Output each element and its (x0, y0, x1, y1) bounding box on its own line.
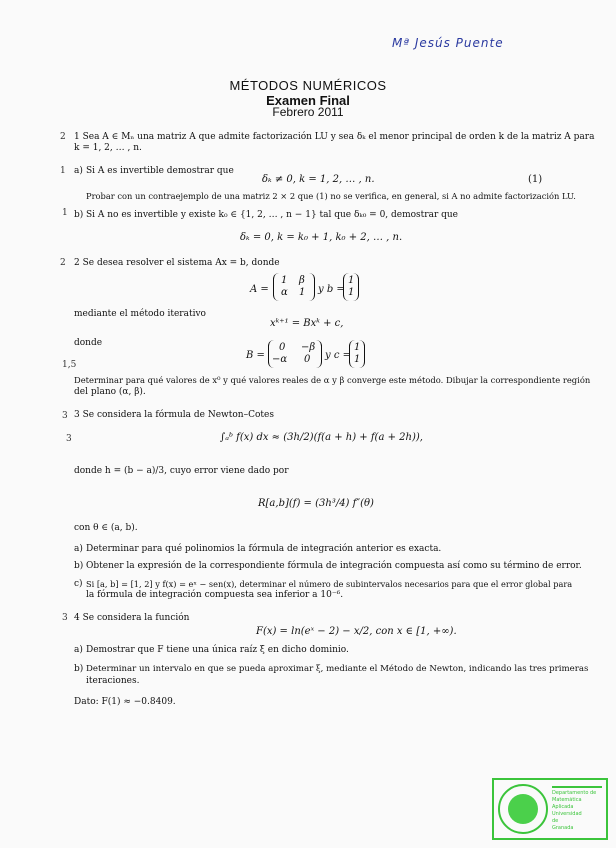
margin-mark: 2 (60, 258, 66, 268)
margin-mark: 1,5 (62, 360, 77, 370)
problem-2-vector-c (349, 340, 365, 368)
handwritten-author-note: Mª Jesús Puente (392, 36, 504, 50)
matrix-entry: β (299, 275, 305, 286)
problem-4-eq1: F(x) = ln(eˣ − 2) − x/2, con x ∈ [1, +∞). (256, 626, 457, 637)
problem-2-eq3-mid: y c = (325, 350, 351, 361)
problem-4-lead: 4 Se considera la función (74, 613, 190, 623)
university-stamp (492, 778, 608, 840)
problem-2-eq1-lhs: A = (250, 284, 269, 295)
stamp-text: Matemática (552, 797, 582, 803)
problem-2-text-2: mediante el método iterativo (74, 309, 206, 319)
exam-subtitle: Examen Final (266, 93, 350, 108)
problem-3c-label: c) (74, 579, 83, 589)
matrix-entry: −α (272, 354, 288, 365)
problem-3c-text: Si [a, b] = [1, 2] y f(x) = eˣ − sen(x), determinar el número de subintervalos necesarios para que el error global para (86, 579, 573, 589)
problem-3a-label: a) (74, 544, 83, 554)
problem-2-lead: 2 Se desea resolver el sistema Ax = b, donde (74, 258, 280, 268)
problem-3-eq2: R[a,b](f) = (3h³/4) f″(θ) (258, 498, 374, 509)
matrix-entry: 0 (304, 354, 311, 365)
problem-1a-text-2: Probar con un contraejemplo de una matriz 2 × 2 que (1) no se verifica, en general, si A no admite factorización LU. (86, 191, 576, 201)
problem-2-matrix-b (268, 340, 322, 368)
problem-2-vector-b (343, 273, 359, 301)
problem-1-lead-cont: k = 1, 2, … , n. (74, 143, 142, 153)
problem-3-text-3: con θ ∈ (a, b). (74, 523, 138, 533)
stamp-text: de (552, 818, 559, 824)
exam-date: Febrero 2011 (272, 105, 344, 119)
problem-3b-text: Obtener la expresión de la correspondiente fórmula de integración compuesta así como su término de error. (86, 561, 582, 571)
problem-4-dato: Dato: F(1) ≈ −0.8409. (74, 697, 176, 707)
problem-3a-text: Determinar para qué polinomios la fórmula de integración anterior es exacta. (86, 544, 442, 554)
problem-3c-text-2: la fórmula de integración compuesta sea inferior a 10⁻⁶. (86, 590, 344, 600)
matrix-entry: α (281, 287, 288, 298)
problem-1b-text: Si A no es invertible y existe k₀ ∈ {1, 2, … , n − 1} tal que δₖ₀ = 0, demostrar que (86, 210, 459, 220)
margin-mark: 2 (60, 132, 66, 142)
university-seal-icon (498, 784, 548, 834)
vector-entry: 1 (348, 275, 355, 286)
stamp-text: Aplicada (552, 804, 574, 810)
problem-1-lead: 1 Sea A ∈ Mₙ una matriz A que admite factorización LU y sea δₖ el menor principal de orden k de la matriz A para (74, 132, 595, 142)
problem-3b-label: b) (74, 561, 84, 571)
vector-entry: 1 (354, 354, 361, 365)
problem-4b-label: b) (74, 664, 84, 674)
vector-entry: 1 (354, 342, 361, 353)
problem-3-eq1: ∫ₐᵇ f(x) dx ≈ (3h/2)(f(a + h) + f(a + 2h)), (220, 432, 423, 443)
problem-1a-label: a) (74, 166, 83, 176)
problem-2-text-5: del plano (α, β). (74, 387, 146, 397)
problem-4b-text-2: iteraciones. (86, 676, 140, 686)
problem-2-eq3-lhs: B = (246, 350, 265, 361)
problem-1b-equation: δₖ = 0, k = k₀ + 1, k₀ + 2, … , n. (240, 232, 403, 243)
margin-mark: 3 (62, 613, 68, 623)
matrix-entry: 1 (281, 275, 288, 286)
matrix-entry: −β (301, 342, 316, 353)
problem-3-lead: 3 Se considera la fórmula de Newton–Cotes (74, 410, 274, 420)
problem-2-eq1-mid: y b = (318, 284, 345, 295)
problem-4a-text: Demostrar que F tiene una única raíz ξ en dicho dominio. (86, 645, 349, 655)
problem-4b-text: Determinar un intervalo en que se pueda aproximar ξ, mediante el Método de Newton, indicando las tres primeras (86, 664, 589, 674)
problem-2-matrix-a (273, 273, 315, 301)
problem-1a-equation-number: (1) (528, 174, 543, 185)
margin-mark: 3 (66, 434, 72, 444)
matrix-entry: 1 (299, 287, 306, 298)
problem-3-text-2: donde h = (b − a)/3, cuyo error viene dado por (74, 466, 289, 476)
margin-mark: 1 (60, 166, 66, 176)
problem-2-eq2: xᵏ⁺¹ = Bxᵏ + c, (270, 318, 344, 329)
stamp-text: Granada (552, 825, 574, 831)
problem-1b-label: b) (74, 210, 84, 220)
margin-mark: 1 (62, 208, 68, 218)
exam-title: MÉTODOS NUMÉRICOS (229, 78, 387, 93)
problem-4a-label: a) (74, 645, 83, 655)
matrix-entry: 0 (279, 342, 286, 353)
problem-1a-text: Si A es invertible demostrar que (86, 166, 234, 176)
stamp-text: Departamento de (552, 790, 597, 796)
vector-entry: 1 (348, 287, 355, 298)
problem-1a-equation: δₖ ≠ 0, k = 1, 2, … , n. (262, 174, 375, 185)
stamp-text: Universidad (552, 811, 582, 817)
problem-2-text-4: Determinar para qué valores de x⁰ y qué valores reales de α y β converge este método. Dibujar la correspondiente región (74, 375, 591, 385)
margin-mark: 3 (62, 411, 68, 421)
problem-2-text-3: donde (74, 338, 103, 348)
